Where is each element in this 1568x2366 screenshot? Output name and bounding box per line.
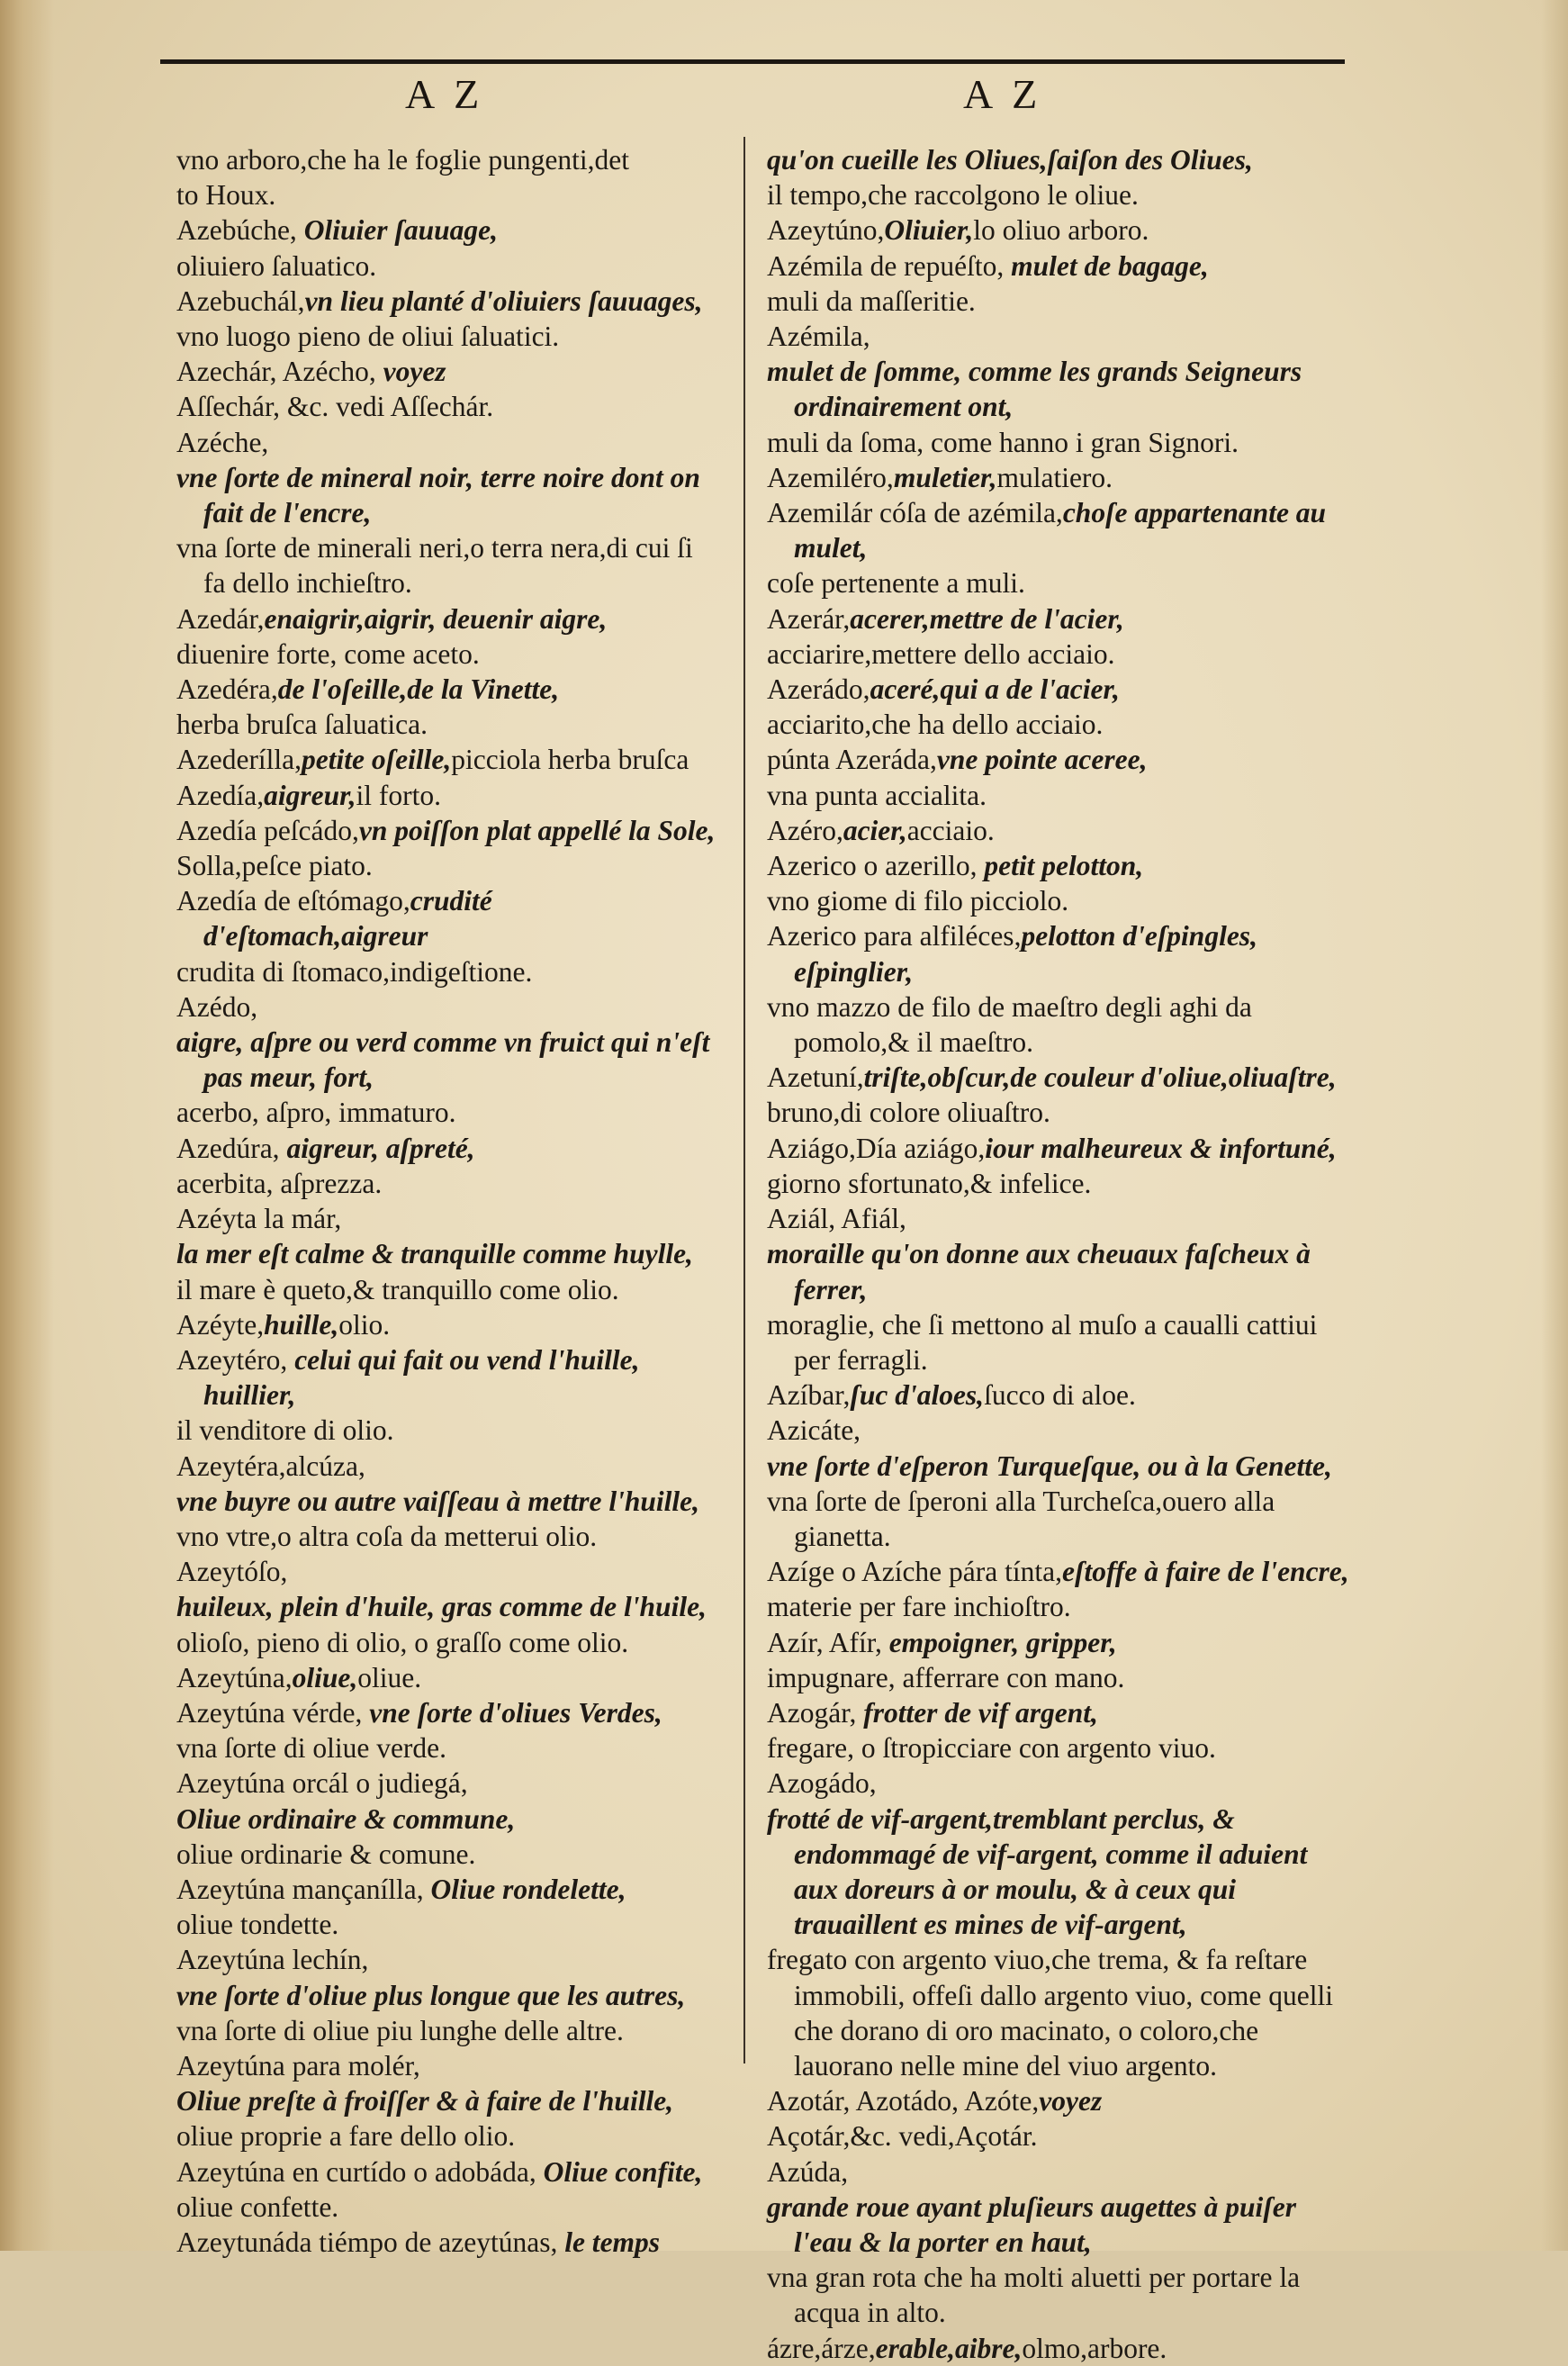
entry	[176, 1025, 720, 1095]
french-gloss: qu'on cueille les Oliues,ſaiſon des Oliues,	[767, 144, 1253, 176]
entry	[767, 284, 1352, 319]
entry	[767, 1166, 1352, 1201]
italian-gloss: acerbita, aſprezza.	[176, 1167, 383, 1199]
french-gloss: la mer eſt calme & tranquille comme huylle,	[176, 1238, 693, 1270]
entry	[176, 248, 720, 284]
entry	[176, 1272, 720, 1307]
italian-gloss: vno giome di filo picciolo.	[767, 885, 1069, 917]
french-gloss: enaigrir,aigrir, deuenir aigre,	[264, 602, 608, 635]
headword: Azúda,	[767, 2155, 849, 2188]
right-column	[767, 142, 1352, 2366]
entry	[767, 1802, 1352, 1943]
entry	[176, 1978, 720, 2013]
italian-gloss: il forto.	[356, 779, 441, 811]
headword: Aziágo,Día aziágo,	[767, 1132, 986, 1164]
italian-gloss: vna ſorte de ſperoni alla Turcheſca,ouero alla gianetta.	[767, 1485, 1275, 1552]
french-gloss: choſe appartenante au mulet,	[794, 497, 1327, 564]
italian-gloss: olio.	[338, 1308, 391, 1341]
entry	[767, 460, 1352, 495]
italian-gloss: coſe pertenente a muli.	[767, 567, 1025, 600]
running-head-right: A Z	[963, 71, 1043, 117]
entry	[767, 1554, 1352, 1589]
entry	[767, 989, 1352, 1060]
french-gloss: pelotton d'eſpingles, eſpinglier,	[794, 920, 1257, 988]
page-edge	[1541, 0, 1568, 2251]
italian-gloss: picciola herba bruſca	[451, 744, 689, 776]
entry	[767, 1060, 1352, 1095]
french-gloss: vne ſorte d'oliues Verdes,	[369, 1696, 662, 1729]
entry	[176, 1131, 720, 1166]
headword: Azédo,	[176, 990, 258, 1023]
french-gloss: petit pelotton,	[984, 850, 1144, 882]
headword: Azeytúna lechín,	[176, 1944, 369, 1976]
french-gloss: moraille qu'on donne aux cheuaux faſcheux à ferrer,	[767, 1238, 1311, 1305]
headword: Azémila de repuéſto,	[767, 249, 1012, 282]
italian-gloss: vno vtre,o altra coſa da metterui olio.	[176, 1520, 598, 1552]
entry: to Houx.	[176, 179, 276, 212]
entry	[176, 1342, 720, 1413]
entry	[767, 565, 1352, 601]
entry	[767, 1765, 1352, 1801]
french-gloss: grande roue ayant pluſieurs augettes à puiſer l'eau & la porter en haut,	[767, 2190, 1297, 2258]
entry	[176, 389, 720, 424]
french-gloss: aigre, aſpre ou verd comme vn fruict qui n'eſt pas meur, fort,	[176, 1026, 710, 1094]
entry	[767, 778, 1352, 813]
headword: Azéyta la már,	[176, 1203, 342, 1235]
headword: Azerico o azerillo,	[767, 850, 985, 882]
entry	[767, 813, 1352, 848]
french-gloss: vne buyre ou autre vaiſſeau à mettre l'huille,	[176, 1485, 699, 1517]
headword: Azebuchál,	[176, 284, 305, 317]
italian-gloss: il tempo,che raccolgono le oliue.	[767, 179, 1139, 212]
entry	[176, 284, 720, 319]
headword: Azeytéra,alcúza,	[176, 1449, 365, 1482]
entry	[176, 2154, 720, 2190]
headword: Azíge o Azíche pára tínta,	[767, 1556, 1062, 1588]
italian-gloss: oliuiero ſaluatico.	[176, 249, 377, 282]
entry	[176, 1484, 720, 1519]
entry	[176, 354, 720, 389]
entry	[767, 142, 1352, 177]
entry	[767, 1377, 1352, 1413]
headword: ázre,árze,	[767, 2332, 876, 2364]
entry	[176, 1765, 720, 1801]
entry	[767, 1201, 1352, 1236]
entry	[767, 883, 1352, 918]
italian-gloss: impugnare, afferrare con mano.	[767, 1661, 1125, 1693]
headword: Azederílla,	[176, 744, 302, 776]
headword: Azemiléro,	[767, 461, 894, 493]
left-column	[176, 142, 720, 2260]
italian-gloss: vno mazzo de filo de maeſtro degli aghi da pomolo,& il maeſtro.	[767, 990, 1252, 1059]
headword: Azotár, Azotádo, Azóte,	[767, 2085, 1040, 2118]
french-gloss: crudité d'eſtomach,aigreur	[203, 885, 492, 953]
entry	[176, 672, 720, 707]
header-rule	[160, 59, 1345, 64]
entry	[176, 1166, 720, 1201]
headword: Azemilár cóſa de azémila,	[767, 497, 1063, 529]
headword: Azedár,	[176, 602, 265, 635]
french-gloss: frotté de vif-argent,tremblant perclus, & endommagé de vif-argent, comme il aduient aux doreurs à or moulu, & à ceux qui trauaillent es mines de vif-argent,	[767, 1802, 1308, 1941]
headword: Azerádo,	[767, 673, 870, 706]
french-gloss: triſte,obſcur,de couleur d'oliue,oliuaſtre,	[863, 1061, 1337, 1094]
headword: Azerár,	[767, 602, 851, 635]
french-gloss: Oliuier,	[884, 214, 974, 247]
italian-gloss: vna ſorte de minerali neri,o terra nera,di cui ſi fa dello inchieſtro.	[176, 532, 693, 600]
italian-gloss: acerbo, aſpro, immaturo.	[176, 1097, 456, 1129]
entry	[767, 1236, 1352, 1306]
entry	[767, 1449, 1352, 1484]
italian-gloss: oliue proprie a fare dello olio.	[176, 2120, 516, 2153]
french-gloss: Oliue preſte à froiſſer & à faire de l'huille,	[176, 2085, 674, 2118]
french-gloss: acerer,mettre de l'acier,	[850, 602, 1124, 635]
headword: Azogádo,	[767, 1767, 877, 1800]
italian-gloss: acciaio.	[906, 814, 995, 846]
headword: Azebúche,	[176, 214, 304, 247]
entry	[176, 707, 720, 742]
headword: Azémila,	[767, 321, 870, 353]
entry	[767, 1307, 1352, 1377]
headword: Azeytunáda tiémpo de azeytúnas,	[176, 2226, 565, 2258]
entry	[176, 1907, 720, 1942]
italian-gloss: oliue tondette.	[176, 1909, 339, 1941]
french-gloss: aigreur, aſpreté,	[286, 1132, 475, 1164]
entry	[767, 2331, 1352, 2366]
entry	[767, 319, 1352, 354]
entry	[176, 1519, 720, 1554]
entry	[176, 2083, 720, 2118]
entry	[176, 2048, 720, 2083]
entry	[176, 1589, 720, 1624]
headword: Azeytúna en curtído o adobáda,	[176, 2155, 544, 2188]
entry	[176, 2225, 720, 2260]
italian-gloss: oliue ordinarie & comune.	[176, 1838, 476, 1870]
headword: Azetuní,	[767, 1061, 864, 1094]
italian-gloss: Açotár,&c. vedi,Açotár.	[767, 2120, 1038, 2153]
entry	[176, 954, 720, 989]
french-gloss: vne ſorte de mineral noir, terre noire dont on fait de l'encre,	[176, 461, 700, 529]
french-gloss: vn poiſſon plat appellé la Sole,	[358, 814, 716, 846]
headword: Azeytúna,	[176, 1661, 293, 1693]
french-gloss: de l'oſeille,de la Vinette,	[277, 673, 560, 706]
italian-gloss: lo oliuo arboro.	[973, 214, 1149, 247]
entry	[767, 2190, 1352, 2260]
italian-gloss: vna ſorte di oliue piu lunghe delle altre.	[176, 2014, 624, 2046]
italian-gloss: crudita di ſtomaco,indigeſtione.	[176, 955, 533, 988]
entry	[767, 1730, 1352, 1765]
entry	[767, 212, 1352, 248]
french-gloss: aigreur,	[264, 779, 356, 811]
entry	[176, 813, 720, 848]
entry	[176, 1837, 720, 1872]
entry	[767, 918, 1352, 989]
italian-gloss: olmo,arbore.	[1022, 2332, 1167, 2364]
entry	[767, 1589, 1352, 1624]
entry	[767, 1625, 1352, 1660]
entry	[176, 2118, 720, 2154]
entry: vno arboro,che ha le foglie pungenti,det	[176, 144, 629, 176]
french-gloss: Oliue rondelette,	[430, 1873, 626, 1905]
french-gloss: petite oſeille,	[302, 744, 452, 776]
entry	[767, 2260, 1352, 2330]
headword: Azicáte,	[767, 1414, 861, 1447]
entry	[176, 989, 720, 1025]
entry	[176, 637, 720, 672]
french-gloss: mulet de ſomme, comme les grands Seigneurs ordinairement ont,	[767, 356, 1302, 423]
entry	[767, 672, 1352, 707]
headword: Azeytéro,	[176, 1343, 295, 1376]
entry	[176, 1554, 720, 1589]
entry	[767, 1942, 1352, 2083]
entry	[767, 2118, 1352, 2154]
entry	[176, 1236, 720, 1271]
entry	[767, 707, 1352, 742]
headword: Azechár, Azécho,	[176, 356, 383, 388]
entry	[767, 248, 1352, 284]
entry	[767, 848, 1352, 883]
italian-gloss: olioſo, pieno di olio, o graſſo come olio.	[176, 1626, 629, 1658]
entry	[767, 177, 1352, 212]
entry	[176, 1307, 720, 1342]
french-gloss: voyez	[1039, 2085, 1103, 2118]
italian-gloss: oliue confette.	[176, 2190, 339, 2223]
entry	[176, 1413, 720, 1448]
italian-gloss: moraglie, che ſi mettono al muſo a caualli cattiui per ferragli.	[767, 1308, 1318, 1376]
french-gloss: huille,	[264, 1308, 339, 1341]
entry	[176, 742, 720, 777]
french-gloss: erable,aibre,	[875, 2332, 1023, 2364]
french-gloss: Oliue ordinaire & commune,	[176, 1802, 516, 1835]
french-gloss: muletier,	[893, 461, 997, 493]
entry	[176, 319, 720, 354]
entry	[176, 601, 720, 637]
entry	[176, 2190, 720, 2225]
binding-gutter	[0, 0, 54, 2251]
headword: Azeytúna para molér,	[176, 2049, 420, 2082]
italian-gloss: muli da ſoma, come hanno i gran Signori.	[767, 426, 1239, 458]
entry	[176, 848, 720, 883]
french-gloss: Oliue confite,	[543, 2155, 703, 2188]
french-gloss: vn lieu planté d'oliuiers ſauuages,	[304, 284, 703, 317]
italian-gloss: fregato con argento viuo,che trema, & fa reſtare immobili, offeſi dallo argento viuo, come quelli che dorano di oro macinato, o coloro,che lauorano nelle mine del viuo argento.	[767, 1944, 1333, 2082]
entry	[176, 460, 720, 530]
headword: Azeytúna mançanílla,	[176, 1873, 431, 1905]
french-gloss: eſtoffe à faire de l'encre,	[1061, 1556, 1349, 1588]
headword: púnta Azeráda,	[767, 744, 937, 776]
entry	[176, 2013, 720, 2048]
french-gloss: voyez	[383, 356, 446, 388]
entry	[176, 425, 720, 460]
french-gloss: vne pointe aceree,	[936, 744, 1148, 776]
entry	[767, 354, 1352, 424]
french-gloss: celui qui fait ou vend l'huille, huillier,	[203, 1343, 640, 1412]
italian-gloss: diuenire forte, come aceto.	[176, 637, 480, 670]
entry	[176, 212, 720, 248]
entry	[176, 1872, 720, 1907]
italian-gloss: il venditore di olio.	[176, 1414, 394, 1447]
headword: Azedéra,	[176, 673, 278, 706]
italian-gloss: acciarito,che ha dello acciaio.	[767, 709, 1104, 741]
entry	[767, 1660, 1352, 1695]
headword: Azeytóſo,	[176, 1556, 288, 1588]
italian-gloss: bruno,di colore oliuaſtro.	[767, 1097, 1050, 1129]
headword: Azeytúno,	[767, 214, 885, 247]
headword: Azéche,	[176, 426, 269, 458]
french-gloss: vne ſorte d'eſperon Turqueſque, ou à la Genette,	[767, 1449, 1332, 1482]
column-divider	[743, 137, 745, 2063]
entry	[767, 1131, 1352, 1166]
french-gloss: empoigner, gripper,	[888, 1626, 1117, 1658]
italian-gloss: mulatiero.	[996, 461, 1113, 493]
italian-gloss: herba bruſca ſaluatica.	[176, 709, 428, 741]
headword: Azír, Afír,	[767, 1626, 889, 1658]
entry	[176, 1942, 720, 1977]
entry	[176, 883, 720, 953]
headword: Azéyte,	[176, 1308, 265, 1341]
entry	[176, 1660, 720, 1695]
headword: Azedúra,	[176, 1132, 287, 1164]
entry	[767, 1695, 1352, 1730]
italian-gloss: vna ſorte di oliue verde.	[176, 1732, 447, 1765]
entry	[767, 2083, 1352, 2118]
entry	[176, 1802, 720, 1837]
french-gloss: mulet de bagage,	[1011, 249, 1209, 282]
italian-gloss: vna punta accialita.	[767, 779, 987, 811]
french-gloss: aceré,qui a de l'acier,	[870, 673, 1120, 706]
headword: Azeytúna vérde,	[176, 1696, 370, 1729]
headword: Azíbar,	[767, 1379, 851, 1412]
entry	[176, 778, 720, 813]
entry	[767, 1095, 1352, 1130]
french-gloss: ſuc d'aloes,	[850, 1379, 985, 1412]
french-gloss: acier,	[843, 814, 907, 846]
entry	[767, 742, 1352, 777]
french-gloss: vne ſorte d'oliue plus longue que les autres,	[176, 1979, 686, 2011]
headword: Azéro,	[767, 814, 843, 846]
italian-gloss: vno luogo pieno de oliui ſaluatici.	[176, 321, 560, 353]
italian-gloss: oliue.	[357, 1661, 422, 1693]
running-head-left: A Z	[405, 71, 485, 117]
italian-gloss: materie per fare inchioſtro.	[767, 1591, 1071, 1623]
entry	[767, 495, 1352, 565]
entry	[176, 1625, 720, 1660]
entry	[767, 1413, 1352, 1448]
italian-gloss: acciarire,mettere dello acciaio.	[767, 637, 1115, 670]
headword: Azogár,	[767, 1696, 864, 1729]
entry	[176, 1201, 720, 1236]
entry	[176, 530, 720, 601]
entry	[176, 1730, 720, 1765]
headword: Azedía peſcádo,	[176, 814, 359, 846]
french-gloss: iour malheureux & infortuné,	[985, 1132, 1337, 1164]
entry	[767, 2154, 1352, 2190]
french-gloss: oliue,	[292, 1661, 358, 1693]
entry	[176, 1695, 720, 1730]
entry	[767, 601, 1352, 637]
headword: Azeytúna orcál o judiegá,	[176, 1767, 468, 1800]
french-gloss: frotter de vif argent,	[863, 1696, 1098, 1729]
italian-gloss: giorno sfortunato,& infelice.	[767, 1167, 1092, 1199]
entry	[176, 1449, 720, 1484]
entry	[767, 1484, 1352, 1554]
italian-gloss: vna gran rota che ha molti aluetti per portare la acqua in alto.	[767, 2262, 1301, 2329]
italian-gloss: muli da maſſeritie.	[767, 284, 976, 317]
headword: Azerico para alfiléces,	[767, 920, 1022, 953]
italian-gloss: il mare è queto,& tranquillo come olio.	[176, 1273, 619, 1305]
entry	[767, 637, 1352, 672]
headword: Azedía,	[176, 779, 265, 811]
entry	[767, 425, 1352, 460]
italian-gloss: Solla,peſce piato.	[176, 850, 373, 882]
french-gloss: huileux, plein d'huile, gras comme de l'huile,	[176, 1591, 707, 1623]
italian-gloss: Aſſechár, &c. vedi Aſſechár.	[176, 391, 494, 423]
italian-gloss: ſucco di aloe.	[984, 1379, 1136, 1412]
headword: Azedía de eſtómago,	[176, 885, 410, 917]
french-gloss: Oliuier ſauuage,	[303, 214, 498, 247]
headword: Aziál, Afiál,	[767, 1203, 906, 1235]
italian-gloss: fregare, o ſtropicciare con argento viuo.	[767, 1732, 1216, 1765]
entry	[176, 1095, 720, 1130]
french-gloss: le temps	[564, 2226, 661, 2258]
